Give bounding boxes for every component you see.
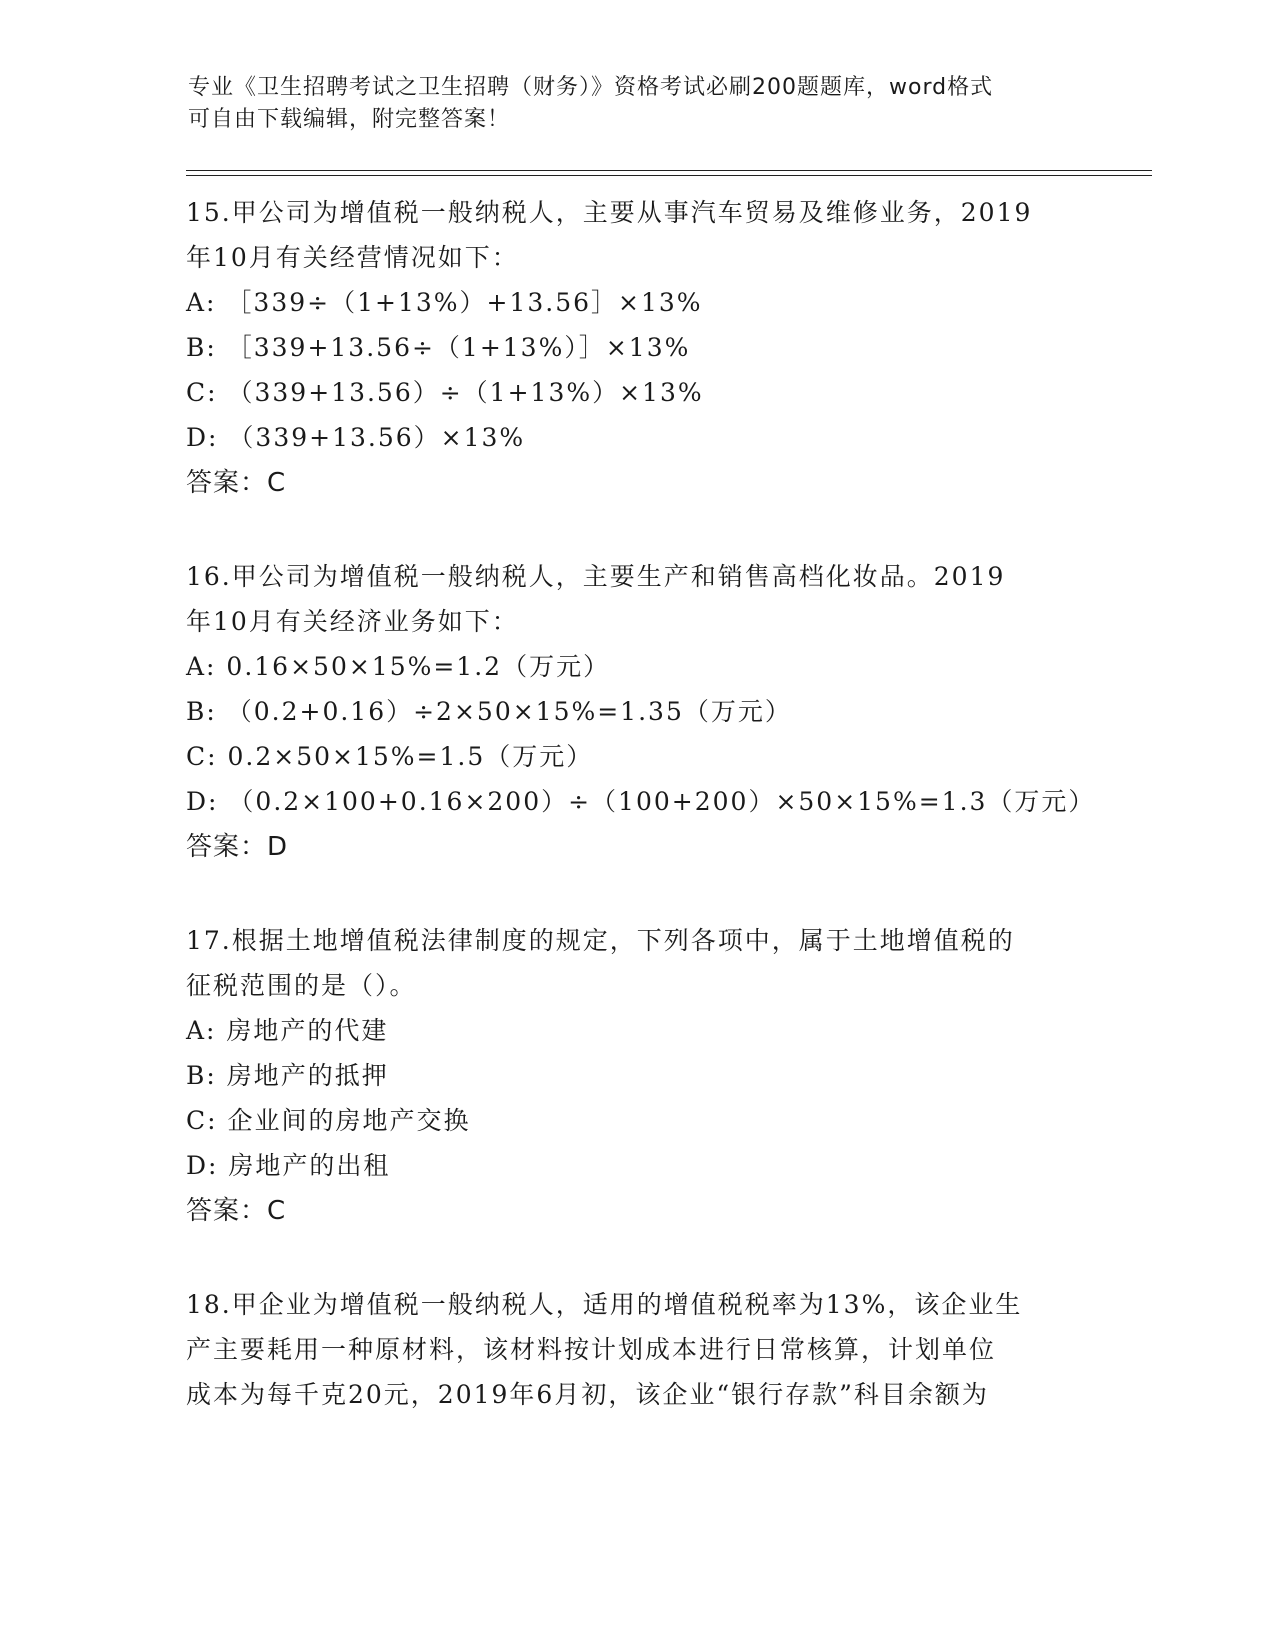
option-b: B: （0.2+0.16）÷2×50×15%=1.35（万元）	[186, 697, 792, 726]
option-d: D: （0.2×100+0.16×200）÷（100+200）×50×15%=1.3（万元）	[186, 787, 1096, 816]
stem-line: 年10月有关经济业务如下：	[186, 607, 519, 636]
answer-line: 答案：C	[186, 468, 287, 498]
question-stem	[186, 1282, 1086, 1417]
stem-line: 年10月有关经营情况如下：	[186, 243, 519, 272]
stem-line: 产主要耗用一种原材料，该材料按计划成本进行日常核算，计划单位	[186, 1335, 997, 1364]
question-stem	[186, 190, 1086, 280]
option-d: D: 房地产的出租	[186, 1151, 391, 1180]
answer-line: 答案：D	[186, 832, 289, 862]
stem-line: 15.甲公司为增值税一般纳税人，主要从事汽车贸易及维修业务，2019	[186, 198, 1033, 227]
stem-line: 成本为每千克20元，2019年6月初，该企业“银行存款”科目余额为	[186, 1380, 989, 1409]
option-c: C: 0.2×50×15%=1.5（万元）	[186, 742, 594, 771]
option-a: A: 0.16×50×15%=1.2（万元）	[186, 652, 611, 681]
stem-line: 17.根据土地增值税法律制度的规定，下列各项中，属于土地增值税的	[186, 926, 1015, 955]
option-b: B: ［339+13.56÷（1+13%）］×13%	[186, 333, 691, 362]
stem-line: 征税范围的是（）。	[186, 971, 417, 1000]
document-header	[188, 72, 1088, 136]
stem-line: 18.甲企业为增值税一般纳税人，适用的增值税税率为13%，该企业生	[186, 1290, 1023, 1319]
question-stem	[186, 554, 1086, 644]
header-divider-top	[186, 170, 1152, 171]
question-stem	[186, 918, 1086, 1008]
header-divider-bottom	[186, 175, 1152, 176]
option-a: A: 房地产的代建	[186, 1016, 389, 1045]
question-18	[186, 1282, 1086, 1417]
option-a: A: ［339÷（1+13%）+13.56］×13%	[186, 288, 703, 317]
option-c: C: 企业间的房地产交换	[186, 1106, 471, 1135]
question-16	[186, 554, 1096, 870]
question-list	[186, 190, 1096, 1465]
question-17	[186, 918, 1086, 1234]
question-15	[186, 190, 1086, 506]
header-line-2: 可自由下载编辑，附完整答案！	[188, 107, 511, 132]
stem-line: 16.甲公司为增值税一般纳税人，主要生产和销售高档化妆品。2019	[186, 562, 1006, 591]
answer-line: 答案：C	[186, 1196, 287, 1226]
option-d: D: （339+13.56）×13%	[186, 423, 526, 452]
option-c: C: （339+13.56）÷（1+13%）×13%	[186, 378, 704, 407]
header-line-1: 专业《卫生招聘考试之卫生招聘（财务）》资格考试必刷200题题库，word格式	[188, 75, 994, 100]
option-b: B: 房地产的抵押	[186, 1061, 389, 1090]
